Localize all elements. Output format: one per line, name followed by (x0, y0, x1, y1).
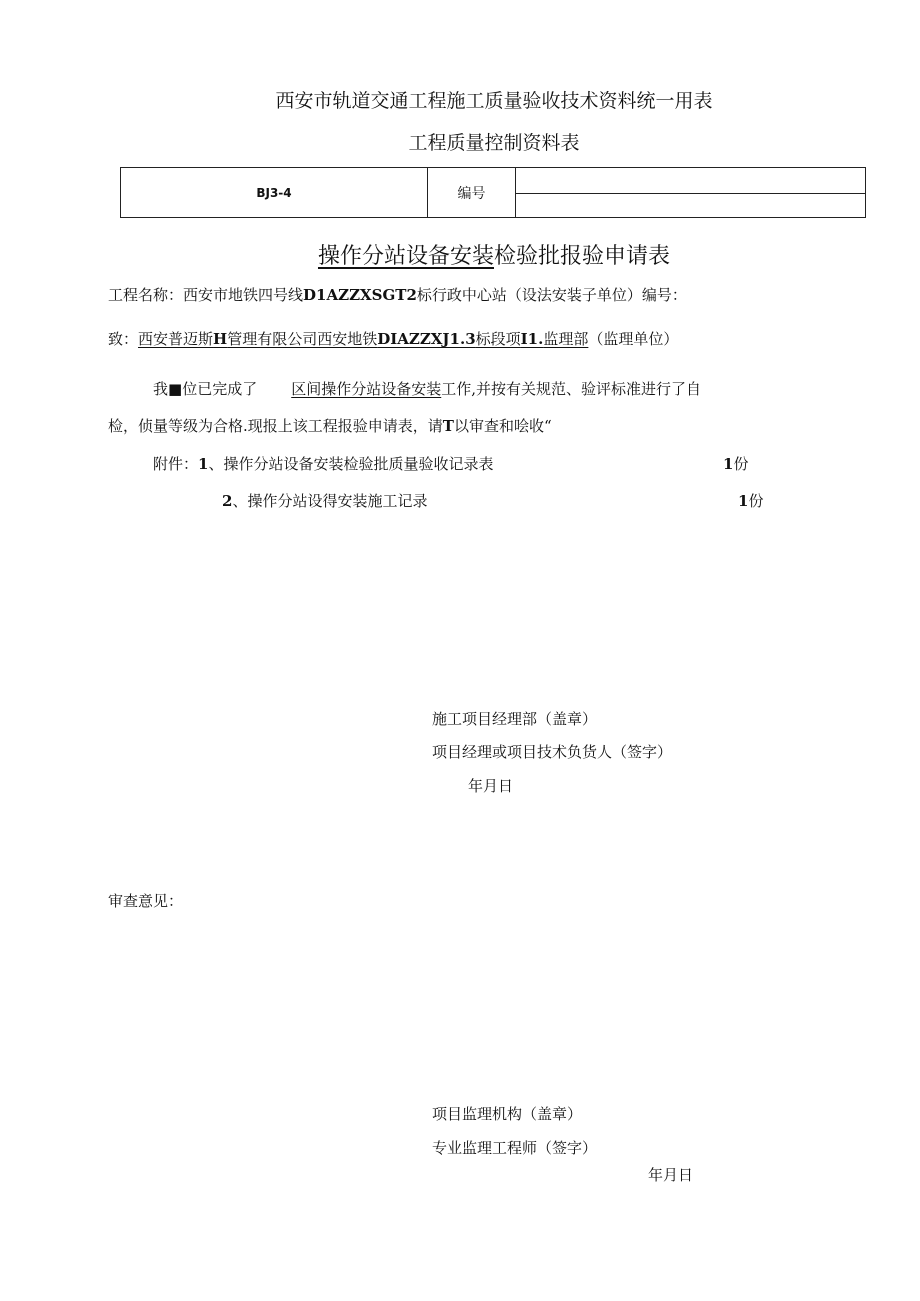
form-title (0, 239, 920, 270)
recipient-unit: 西安普迈斯H管理有限公司西安地铁DIAZZXJ1.3标段项I1.监理部 (138, 330, 589, 348)
contractor-dept-seal: 施工项目经理部（盖章） (432, 710, 598, 728)
project-line (108, 284, 687, 305)
recipient-line (108, 328, 678, 349)
attachment-2: 2、操作分站设得安装施工记录 (222, 492, 428, 510)
recipient-suffix: （监理单位） (588, 330, 679, 348)
attachment-2-count: 1份 (738, 492, 764, 510)
attachment-1: 附件：1、操作分站设备安装检验批质量验收记录表 (153, 455, 494, 473)
number-label: 编号 (428, 168, 516, 217)
contractor-manager-signature: 项目经理或项目技术负货人（签字） (432, 743, 673, 761)
sub-title: 工程质量控制资料表 (408, 132, 580, 154)
supervisor-engineer-signature: 专业监理工程师（签字） (432, 1139, 598, 1157)
form-code: BJ3-4 (121, 168, 428, 217)
square-mark: ■ (168, 380, 183, 398)
review-opinion-label: 审查意见： (108, 892, 184, 910)
main-title: 西安市轨道交通工程施工质量验收技术资料统一用表 (275, 90, 713, 112)
project-name-rest: 标行政中心站（设法安装子单位）编号： (416, 286, 687, 304)
body-line-1: 我■位已完成了 区间操作分站设备安装工作,并按有关规范、验评标准进行了自 (153, 380, 702, 398)
contractor-date: 年月日 (468, 777, 514, 795)
supervisor-date: 年月日 (648, 1166, 694, 1184)
recipient-label: 致： (108, 330, 139, 348)
body-line-2: 检，侦量等级为合格.现报上该工程报验申请表，请T以审查和哙收“ (108, 417, 552, 435)
form-info-table (120, 167, 866, 218)
form-title-underlined: 操作分站设备安装 (317, 244, 494, 269)
attachments-label: 附件： (153, 455, 199, 473)
number-divider (516, 193, 865, 194)
form-title-rest: 检验批报验申请表 (494, 244, 671, 269)
work-content: 区间操作分站设备安装 (291, 380, 442, 398)
project-code: D1AZZXSGT2 (303, 286, 417, 304)
project-name: 西安市地铁四号线 (183, 286, 304, 304)
supervisor-org-seal: 项目监理机构（盖章） (432, 1105, 583, 1123)
attachment-1-count: 1份 (723, 455, 749, 473)
project-label: 工程名称： (108, 286, 184, 304)
number-value-cell[interactable] (516, 168, 865, 217)
